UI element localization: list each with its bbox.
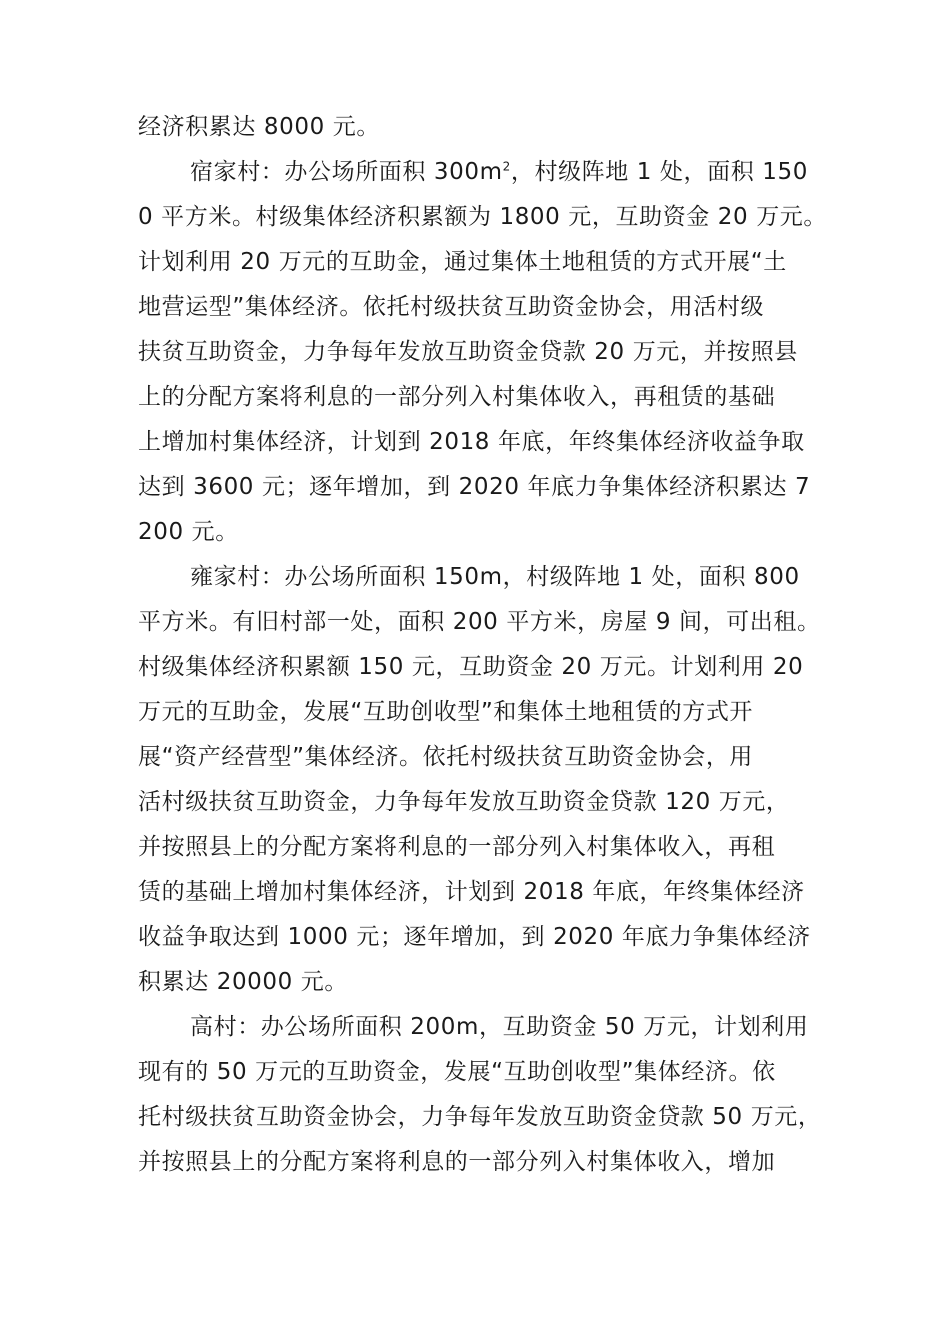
text-line: 上增加村集体经济，计划到 2018 年底，年终集体经济收益争取 [138,429,805,455]
text-line: 村级集体经济积累额 150 元，互助资金 20 万元。计划利用 20 [138,654,804,680]
text-line: 收益争取达到 1000 元；逐年增加，到 2020 年底力争集体经济 [138,924,811,950]
text-line: 活村级扶贫互助资金，力争每年发放互助资金贷款 120 万元， [138,789,790,815]
text-span: ，村级阵地 1 处，面积 150 [510,159,808,185]
text-line: 经济积累达 8000 元。 [138,114,380,140]
text-line: 达到 3600 元；逐年增加，到 2020 年底力争集体经济积累达 7 [138,474,811,500]
text-line: 并按照县上的分配方案将利息的一部分列入村集体收入，增加 [138,1149,776,1175]
text-line: 雍家村：办公场所面积 150m，村级阵地 1 处，面积 800 [190,564,800,590]
text-line: 现有的 50 万元的互助资金，发展“互助创收型”集体经济。依 [138,1059,776,1085]
text-line: 200 元。 [138,519,239,545]
text-line: 赁的基础上增加村集体经济，计划到 2018 年底，年终集体经济 [138,879,805,905]
text-line: 计划利用 20 万元的互助金，通过集体土地租赁的方式开展“土 [138,249,787,275]
text-line: 扶贫互助资金，力争每年发放互助资金贷款 20 万元，并按照县 [138,339,798,365]
text-line: 平方米。有旧村部一处，面积 200 平方米，房屋 9 间，可出租。 [138,609,821,635]
text-line [190,157,808,187]
text-line: 地营运型”集体经济。依托村级扶贫互助资金协会，用活村级 [138,294,765,320]
text-span: 宿家村：办公场所面积 300m [190,159,503,185]
text-line: 展“资产经营型”集体经济。依托村级扶贫互助资金协会，用 [138,744,754,770]
text-line: 0 平方米。村级集体经济积累额为 1800 元，互助资金 20 万元。 [138,204,827,230]
text-line: 上的分配方案将利息的一部分列入村集体收入，再租赁的基础 [138,384,776,410]
superscript: 2 [502,159,511,174]
text-line: 万元的互助金，发展“互助创收型”和集体土地租赁的方式开 [138,699,754,725]
text-line: 高村：办公场所面积 200m，互助资金 50 万元，计划利用 [190,1014,809,1040]
text-line: 并按照县上的分配方案将利息的一部分列入村集体收入，再租 [138,834,776,860]
text-line: 托村级扶贫互助资金协会，力争每年发放互助资金贷款 50 万元， [138,1104,822,1130]
text-line: 积累达 20000 元。 [138,969,348,995]
